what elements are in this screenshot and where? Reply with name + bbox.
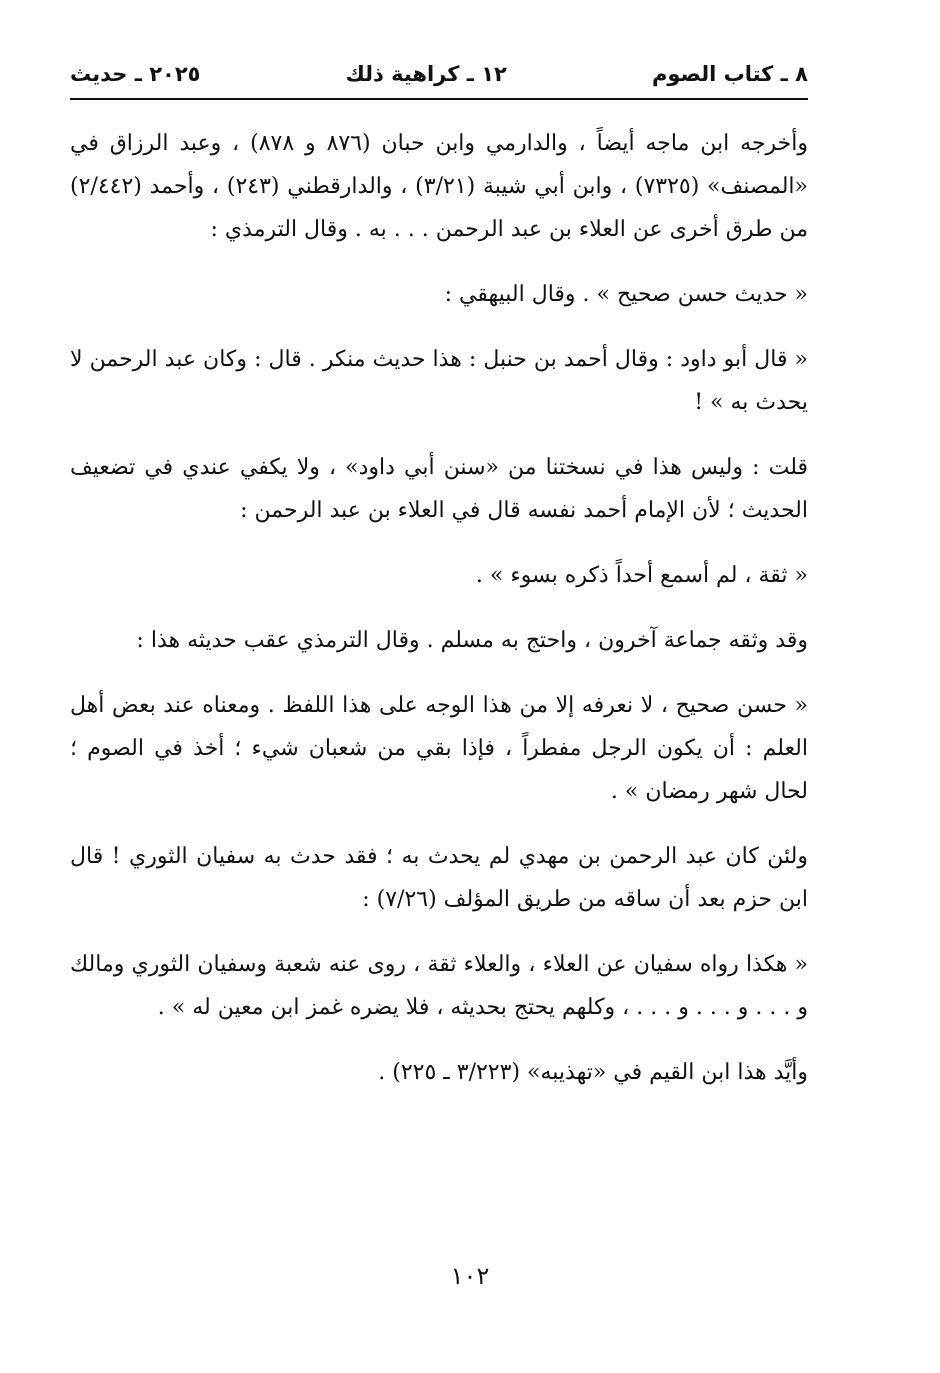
header-chapter-title: ٨ ـ كتاب الصوم bbox=[651, 62, 808, 86]
paragraph: « قال أبو داود : وقال أحمد بن حنبل : هذا حديث منكر . قال : وكان عبد الرحمن لا يحدث به » ! bbox=[70, 347, 808, 415]
paragraph: « هكذا رواه سفيان عن العلاء ، والعلاء ثقة ، روى عنه شعبة وسفيان الثوري ومالك و . . . و . . . و . . . ، وكلهم يحتج بحديثه ، فلا يضره غمز ابن معين له » . bbox=[70, 952, 808, 1020]
paragraph: وأخرجه ابن ماجه أيضاً ، والدارمي وابن حبان (٨٧٦ و ٨٧٨) ، وعبد الرزاق في «المصنف» (٧٣٢٥) ، وابن أبي شيبة (٣/٢١) ، والدارقطني (٢٤٣) ، وأحمد (٢/٤٤٢) من طرق أخرى عن العلاء بن عبد الرحمن . . . به . وقال الترمذي : bbox=[70, 131, 808, 242]
header-section-title: ١٢ ـ كراهية ذلك bbox=[345, 62, 507, 86]
running-header bbox=[70, 52, 808, 96]
paragraph: ولئن كان عبد الرحمن بن مهدي لم يحدث به ؛ فقد حدث به سفيان الثوري ! قال ابن حزم بعد أن ساقه من طريق المؤلف (٧/٢٦) : bbox=[70, 844, 808, 912]
paragraph: « حسن صحيح ، لا نعرفه إلا من هذا الوجه على هذا اللفظ . ومعناه عند بعض أهل العلم : أن يكون الرجل مفطراً ، فإذا بقي من شعبان شيء ؛ أخذ في الصوم ؛ لحال شهر رمضان » . bbox=[70, 693, 808, 804]
page-number: ١٠٢ bbox=[450, 1262, 490, 1290]
paragraph: وأيَّد هذا ابن القيم في «تهذيبه» (٣/٢٢٣ ـ ٢٢٥) . bbox=[378, 1060, 808, 1085]
commentary-text bbox=[70, 122, 808, 1116]
paragraph: « ثقة ، لم أسمع أحداً ذكره بسوء » . bbox=[475, 563, 808, 588]
paragraph: « حديث حسن صحيح » . وقال البيهقي : bbox=[444, 282, 808, 307]
header-hadith-number: ٢٠٢٥ ـ حديث bbox=[70, 62, 201, 86]
paragraph: قلت : وليس هذا في نسختنا من «سنن أبي داود» ، ولا يكفي عندي في تضعيف الحديث ؛ لأن الإمام أحمد نفسه قال في العلاء بن عبد الرحمن : bbox=[70, 455, 808, 523]
paragraph: وقد وثقه جماعة آخرون ، واحتج به مسلم . وقال الترمذي عقب حديثه هذا : bbox=[136, 628, 808, 653]
header-divider bbox=[70, 98, 808, 100]
